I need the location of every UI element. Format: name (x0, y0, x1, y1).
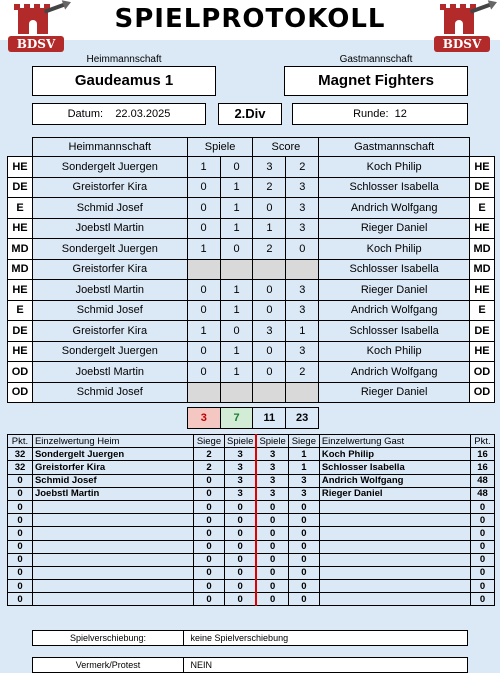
match-games-guest: 0 (220, 321, 253, 342)
stats-spiele-guest: 0 (256, 540, 288, 553)
match-home-player: Joebstl Martin (32, 280, 187, 301)
stats-pkt-home: 32 (8, 448, 33, 461)
match-type-home: HE (8, 157, 33, 178)
stats-spiele-guest: 0 (256, 566, 288, 579)
match-games-home (187, 382, 220, 403)
stats-siege-guest: 3 (288, 474, 319, 487)
stats-spiele-home: 3 (224, 461, 256, 474)
page-title: SPIELPROTOKOLL (114, 4, 386, 34)
match-guest-player: Rieger Daniel (319, 218, 470, 239)
match-row (8, 382, 495, 403)
stats-guest-player (319, 580, 470, 593)
round-value: 12 (394, 108, 407, 120)
match-score-guest: 3 (286, 300, 319, 321)
stats-siege-home: 0 (193, 566, 224, 579)
stats-pkt-home: 0 (8, 527, 33, 540)
stats-header-pkt: Pkt. (8, 435, 33, 448)
stats-home-player: Schmid Josef (32, 474, 193, 487)
stats-siege-guest: 0 (288, 540, 319, 553)
stats-spiele-guest: 0 (256, 500, 288, 513)
stats-spiele-home: 3 (224, 487, 256, 500)
match-games-home: 0 (187, 198, 220, 219)
match-type-guest: HE (469, 280, 494, 301)
division-box: 2.Div (218, 103, 282, 125)
stats-row (8, 461, 495, 474)
match-type-guest: OD (469, 382, 494, 403)
logo-text: BDSV (434, 36, 490, 52)
match-games-guest: 1 (220, 218, 253, 239)
stats-row (8, 514, 495, 527)
stats-siege-home: 0 (193, 500, 224, 513)
match-type-home: MD (8, 239, 33, 260)
stats-spiele-guest: 0 (256, 580, 288, 593)
match-score-home: 0 (253, 300, 286, 321)
match-type-home: MD (8, 259, 33, 280)
postponement-label: Spielverschiebung: (33, 631, 184, 645)
home-team-name: Gaudeamus 1 (32, 66, 216, 96)
match-score-home (253, 382, 286, 403)
match-score-home (253, 259, 286, 280)
match-home-player: Sondergelt Juergen (32, 157, 187, 178)
stats-pkt-guest: 16 (470, 461, 494, 474)
stats-row (8, 448, 495, 461)
match-score-guest: 3 (286, 218, 319, 239)
stats-spiele-home: 0 (224, 593, 256, 606)
stats-spiele-home: 3 (224, 474, 256, 487)
date-label: Datum: (67, 108, 104, 120)
match-games-guest (220, 382, 253, 403)
stats-spiele-home: 0 (224, 514, 256, 527)
stats-siege-home: 0 (193, 540, 224, 553)
match-type-guest: MD (469, 259, 494, 280)
match-score-home: 2 (253, 177, 286, 198)
stats-home-player (32, 553, 193, 566)
round-label: Runde: (353, 108, 389, 120)
stats-pkt-guest: 0 (470, 527, 494, 540)
stats-guest-player (319, 527, 470, 540)
match-games-home: 0 (187, 341, 220, 362)
match-games-guest: 1 (220, 198, 253, 219)
match-games-home: 1 (187, 239, 220, 260)
stats-home-player: Sondergelt Juergen (32, 448, 193, 461)
match-home-player: Greistorfer Kira (32, 177, 187, 198)
stats-siege-home: 0 (193, 553, 224, 566)
match-type-guest: MD (469, 239, 494, 260)
stats-pkt-guest: 0 (470, 514, 494, 527)
stats-pkt-home: 0 (8, 553, 33, 566)
total-games-home: 3 (188, 408, 221, 429)
stats-guest-player (319, 566, 470, 579)
stats-pkt-home: 32 (8, 461, 33, 474)
stats-guest-player (319, 553, 470, 566)
match-type-home: HE (8, 341, 33, 362)
match-score-guest: 2 (286, 362, 319, 383)
guest-team-name: Magnet Fighters (284, 66, 468, 96)
stats-guest-player: Koch Philip (319, 448, 470, 461)
match-score-guest (286, 382, 319, 403)
match-row (8, 157, 495, 178)
totals-table (187, 407, 319, 429)
stats-siege-guest: 0 (288, 500, 319, 513)
match-guest-player: Rieger Daniel (319, 280, 470, 301)
match-games-guest: 1 (220, 362, 253, 383)
stats-home-player (32, 514, 193, 527)
stats-spiele-guest: 3 (256, 448, 288, 461)
logo-text: BDSV (8, 36, 64, 52)
stats-pkt-home: 0 (8, 514, 33, 527)
stats-header-siege: Siege (193, 435, 224, 448)
remark-row (32, 657, 468, 673)
match-score-guest: 0 (286, 239, 319, 260)
match-games-home: 0 (187, 177, 220, 198)
stats-spiele-guest: 3 (256, 461, 288, 474)
match-games-guest: 1 (220, 177, 253, 198)
match-home-player: Joebstl Martin (32, 218, 187, 239)
match-header-home: Heimmannschaft (32, 138, 187, 157)
stats-pkt-home: 0 (8, 500, 33, 513)
stats-row (8, 553, 495, 566)
stats-guest-player (319, 593, 470, 606)
match-row (8, 321, 495, 342)
stats-home-player: Greistorfer Kira (32, 461, 193, 474)
match-header-guest: Gastmannschaft (319, 138, 470, 157)
match-score-home: 0 (253, 362, 286, 383)
match-type-home: OD (8, 382, 33, 403)
stats-home-player: Joebstl Martin (32, 487, 193, 500)
stats-siege-home: 0 (193, 580, 224, 593)
stats-home-player (32, 540, 193, 553)
match-row (8, 239, 495, 260)
match-guest-player: Schlosser Isabella (319, 177, 470, 198)
match-score-guest: 2 (286, 157, 319, 178)
match-score-home: 3 (253, 321, 286, 342)
stats-row (8, 474, 495, 487)
match-home-player: Joebstl Martin (32, 362, 187, 383)
stats-guest-player (319, 500, 470, 513)
stats-spiele-home: 0 (224, 580, 256, 593)
match-row (8, 198, 495, 219)
stats-spiele-guest: 0 (256, 514, 288, 527)
home-team-label: Heimmannschaft (86, 54, 162, 65)
total-score-guest: 23 (286, 408, 319, 429)
stats-row (8, 487, 495, 500)
total-games-guest: 7 (220, 408, 253, 429)
stats-header-siege-guest: Siege (288, 435, 319, 448)
stats-spiele-guest: 0 (256, 553, 288, 566)
stats-siege-home: 2 (193, 461, 224, 474)
match-games-home: 0 (187, 362, 220, 383)
stats-siege-guest: 1 (288, 448, 319, 461)
match-games-home: 1 (187, 321, 220, 342)
match-row (8, 362, 495, 383)
match-header-row (8, 138, 495, 157)
date-value: 22.03.2025 (115, 108, 171, 120)
match-games-guest: 0 (220, 157, 253, 178)
stats-siege-guest: 0 (288, 593, 319, 606)
guest-team-label: Gastmannschaft (339, 54, 413, 65)
stats-pkt-guest: 0 (470, 540, 494, 553)
stats-pkt-guest: 0 (470, 580, 494, 593)
stats-siege-home: 0 (193, 474, 224, 487)
stats-spiele-home: 0 (224, 527, 256, 540)
match-type-guest: E (469, 300, 494, 321)
match-games-home (187, 259, 220, 280)
match-guest-player: Schlosser Isabella (319, 321, 470, 342)
stats-pkt-guest: 48 (470, 474, 494, 487)
total-score-home: 11 (253, 408, 286, 429)
stats-row (8, 527, 495, 540)
match-type-guest: DE (469, 177, 494, 198)
stats-home-player (32, 580, 193, 593)
match-header-games: Spiele (187, 138, 253, 157)
match-type-guest: HE (469, 218, 494, 239)
match-type-home: DE (8, 321, 33, 342)
stats-guest-player: Andrich Wolfgang (319, 474, 470, 487)
stats-siege-guest: 0 (288, 514, 319, 527)
match-games-guest: 0 (220, 239, 253, 260)
match-guest-player: Koch Philip (319, 341, 470, 362)
match-type-guest: HE (469, 157, 494, 178)
stats-spiele-guest: 3 (256, 474, 288, 487)
match-type-guest: DE (469, 321, 494, 342)
stats-spiele-home: 3 (224, 448, 256, 461)
match-type-home: HE (8, 218, 33, 239)
stats-siege-home: 0 (193, 514, 224, 527)
stats-home-player (32, 500, 193, 513)
stats-siege-home: 0 (193, 593, 224, 606)
stats-table (7, 434, 495, 606)
match-row (8, 280, 495, 301)
match-row (8, 300, 495, 321)
match-score-guest (286, 259, 319, 280)
match-score-guest: 1 (286, 321, 319, 342)
stats-spiele-home: 0 (224, 566, 256, 579)
match-home-player: Greistorfer Kira (32, 321, 187, 342)
match-guest-player: Andrich Wolfgang (319, 362, 470, 383)
stats-siege-home: 0 (193, 487, 224, 500)
stats-pkt-home: 0 (8, 580, 33, 593)
match-score-home: 0 (253, 341, 286, 362)
remark-label: Vermerk/Protest (33, 658, 184, 672)
stats-siege-guest: 0 (288, 527, 319, 540)
stats-guest-player (319, 540, 470, 553)
match-games-guest (220, 259, 253, 280)
match-home-player: Sondergelt Juergen (32, 341, 187, 362)
stats-header-home: Einzelwertung Heim (32, 435, 193, 448)
match-type-home: E (8, 198, 33, 219)
match-games-home: 0 (187, 300, 220, 321)
match-type-guest: E (469, 198, 494, 219)
match-row (8, 341, 495, 362)
match-score-home: 0 (253, 280, 286, 301)
stats-pkt-home: 0 (8, 566, 33, 579)
match-type-home: E (8, 300, 33, 321)
stats-home-player (32, 527, 193, 540)
stats-pkt-guest: 48 (470, 487, 494, 500)
match-type-home: HE (8, 280, 33, 301)
stats-guest-player: Rieger Daniel (319, 487, 470, 500)
match-home-player: Sondergelt Juergen (32, 239, 187, 260)
stats-pkt-home: 0 (8, 474, 33, 487)
match-row (8, 218, 495, 239)
stats-guest-player: Schlosser Isabella (319, 461, 470, 474)
match-home-player: Schmid Josef (32, 300, 187, 321)
match-games-home: 1 (187, 157, 220, 178)
match-guest-player: Schlosser Isabella (319, 259, 470, 280)
stats-spiele-guest: 0 (256, 527, 288, 540)
stats-pkt-guest: 0 (470, 566, 494, 579)
stats-spiele-guest: 0 (256, 593, 288, 606)
stats-row (8, 500, 495, 513)
match-guest-player: Koch Philip (319, 157, 470, 178)
stats-row (8, 566, 495, 579)
stats-pkt-guest: 0 (470, 553, 494, 566)
stats-siege-guest: 3 (288, 487, 319, 500)
match-score-guest: 3 (286, 177, 319, 198)
postponement-row (32, 630, 468, 646)
date-box (32, 103, 206, 125)
stats-home-player (32, 566, 193, 579)
stats-home-player (32, 593, 193, 606)
stats-siege-guest: 0 (288, 566, 319, 579)
match-score-guest: 3 (286, 280, 319, 301)
stats-pkt-home: 0 (8, 593, 33, 606)
stats-row (8, 580, 495, 593)
match-score-home: 2 (253, 239, 286, 260)
stats-siege-home: 0 (193, 527, 224, 540)
match-score-home: 1 (253, 218, 286, 239)
stats-spiele-home: 0 (224, 500, 256, 513)
round-box (292, 103, 468, 125)
match-games-home: 0 (187, 218, 220, 239)
stats-spiele-home: 0 (224, 553, 256, 566)
match-guest-player: Andrich Wolfgang (319, 198, 470, 219)
stats-header-spiele-guest: Spiele (256, 435, 288, 448)
stats-header-row (8, 435, 495, 448)
stats-guest-player (319, 514, 470, 527)
match-score-guest: 3 (286, 341, 319, 362)
stats-header-spiele: Spiele (224, 435, 256, 448)
match-guest-player: Rieger Daniel (319, 382, 470, 403)
stats-spiele-home: 0 (224, 540, 256, 553)
stats-row (8, 593, 495, 606)
remark-value: NEIN (190, 660, 213, 670)
match-games-home: 0 (187, 280, 220, 301)
match-table (7, 137, 495, 403)
stats-siege-guest: 0 (288, 553, 319, 566)
match-score-guest: 3 (286, 198, 319, 219)
stats-header-pkt-guest: Pkt. (470, 435, 494, 448)
stats-siege-guest: 1 (288, 461, 319, 474)
match-row (8, 259, 495, 280)
stats-spiele-guest: 3 (256, 487, 288, 500)
match-row (8, 177, 495, 198)
stats-siege-guest: 0 (288, 580, 319, 593)
match-type-home: OD (8, 362, 33, 383)
match-guest-player: Andrich Wolfgang (319, 300, 470, 321)
match-type-guest: HE (469, 341, 494, 362)
stats-pkt-home: 0 (8, 487, 33, 500)
stats-pkt-guest: 0 (470, 593, 494, 606)
match-header-score: Score (253, 138, 319, 157)
match-score-home: 0 (253, 198, 286, 219)
stats-pkt-guest: 0 (470, 500, 494, 513)
postponement-value: keine Spielverschiebung (190, 633, 289, 643)
stats-header-guest: Einzelwertung Gast (319, 435, 470, 448)
match-type-guest: OD (469, 362, 494, 383)
match-home-player: Schmid Josef (32, 382, 187, 403)
stats-siege-home: 2 (193, 448, 224, 461)
stats-pkt-home: 0 (8, 540, 33, 553)
stats-row (8, 540, 495, 553)
match-games-guest: 1 (220, 300, 253, 321)
match-games-guest: 1 (220, 341, 253, 362)
match-type-home: DE (8, 177, 33, 198)
match-score-home: 3 (253, 157, 286, 178)
match-home-player: Greistorfer Kira (32, 259, 187, 280)
match-guest-player: Koch Philip (319, 239, 470, 260)
match-games-guest: 1 (220, 280, 253, 301)
match-home-player: Schmid Josef (32, 198, 187, 219)
stats-pkt-guest: 16 (470, 448, 494, 461)
